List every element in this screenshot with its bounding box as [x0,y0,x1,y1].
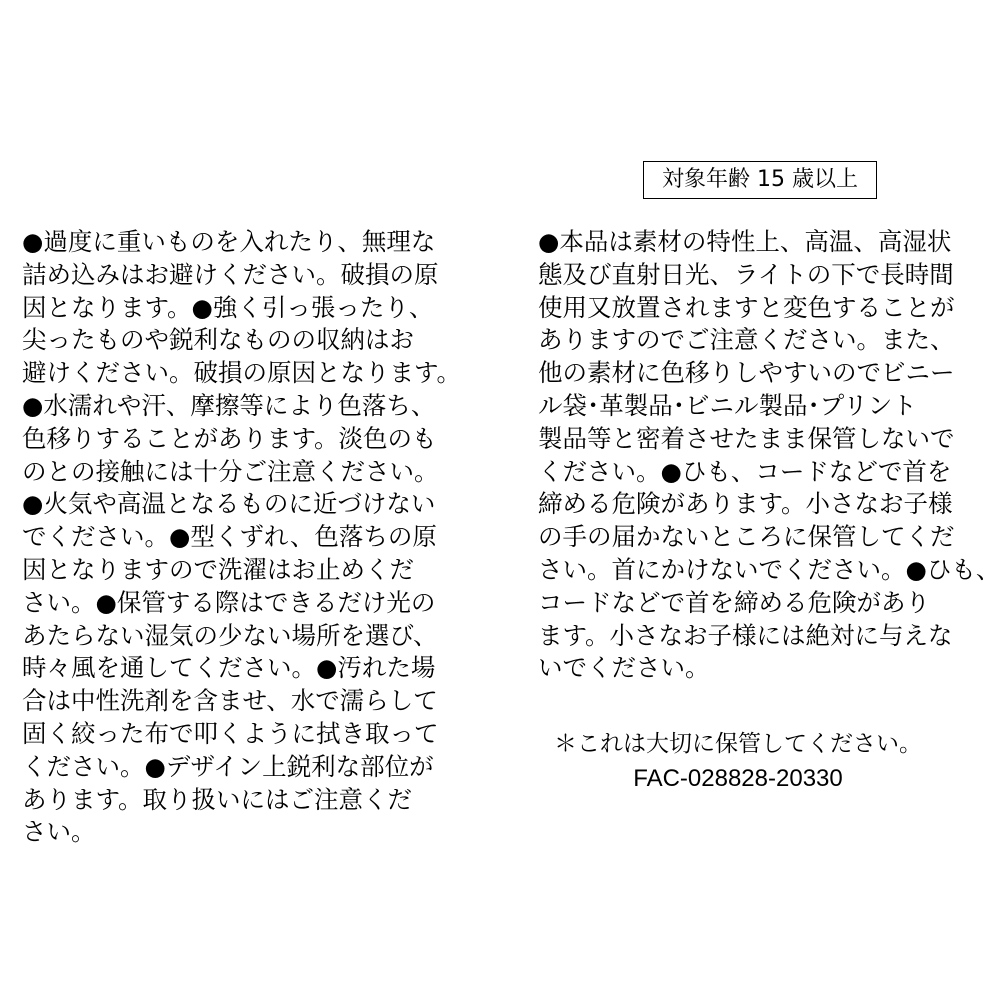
caution-line: ください。●デザイン上鋭利な部位が [22,751,434,781]
keep-notice: ＊これは大切に保管してください。 [554,731,922,757]
right-caution-column [538,226,1000,685]
caution-line: 避けください。破損の原因となります。 [22,358,462,388]
product-code: FAC-028828-20330 [633,765,843,792]
caution-line: 因となりますので洗濯はお止めくだ [22,554,414,584]
caution-line: コードなどで首を締める危険があり [538,587,930,617]
caution-line: さい。首にかけないでください。●ひも、 [538,554,1000,584]
caution-line: ●過度に重いものを入れたり、無理な [22,227,436,256]
caution-line: 締める危険があります。小さなお子様 [538,489,953,519]
age-rating-badge: 対象年齢 15 歳以上 [643,161,877,199]
caution-line: 色移りすることがあります。淡色のも [22,423,437,453]
caution-line: ル袋･革製品･ビニル製品･プリント [538,390,917,420]
caution-line: でください。●型くずれ、色落ちの原 [22,522,437,552]
caution-line: の手の届かないところに保管してくだ [538,522,955,552]
caution-line: 態及び直射日光、ライトの下で長時間 [538,259,954,289]
caution-line: ください。●ひも、コードなどで首を [538,456,952,486]
caution-line: あたらない湿気の少ない場所を選び、 [22,620,438,650]
caution-line: あります。取り扱いにはご注意くだ [22,784,413,814]
caution-line: ●本品は素材の特性上、高温、高湿状 [538,227,952,256]
caution-line: ●水濡れや汗、摩擦等により色落ち、 [22,390,436,420]
caution-line: 詰め込みはお避けください。破損の原 [22,259,439,289]
caution-line: さい。●保管する際はできるだけ光の [22,587,436,617]
caution-line: 他の素材に色移りしやすいのでビニー [538,358,955,388]
caution-line: いでください。 [538,653,710,683]
caution-line: のとの接触には十分ご注意ください。 [22,456,439,486]
caution-line: ●火気や高温となるものに近づけない [22,489,436,519]
caution-line: さい。 [22,817,96,847]
caution-line: 使用又放置されますと変色することが [538,292,955,322]
caution-line: 因となります。●強く引っ張ったり、 [22,292,434,322]
caution-line: 合は中性洗剤を含ませ、水で濡らして [22,686,438,716]
caution-line: 固く絞った布で叩くように拭き取って [22,718,439,748]
caution-line: 時々風を通してください。●汚れた場 [22,653,436,683]
caution-line: ます。小さなお子様には絶対に与えな [538,620,953,650]
caution-line: 尖ったものや鋭利なものの収納はお [22,325,414,355]
left-caution-column [22,226,472,849]
caution-line: 製品等と密着させたまま保管しないで [538,423,955,453]
caution-line: ありますのでご注意ください。また、 [538,325,955,355]
